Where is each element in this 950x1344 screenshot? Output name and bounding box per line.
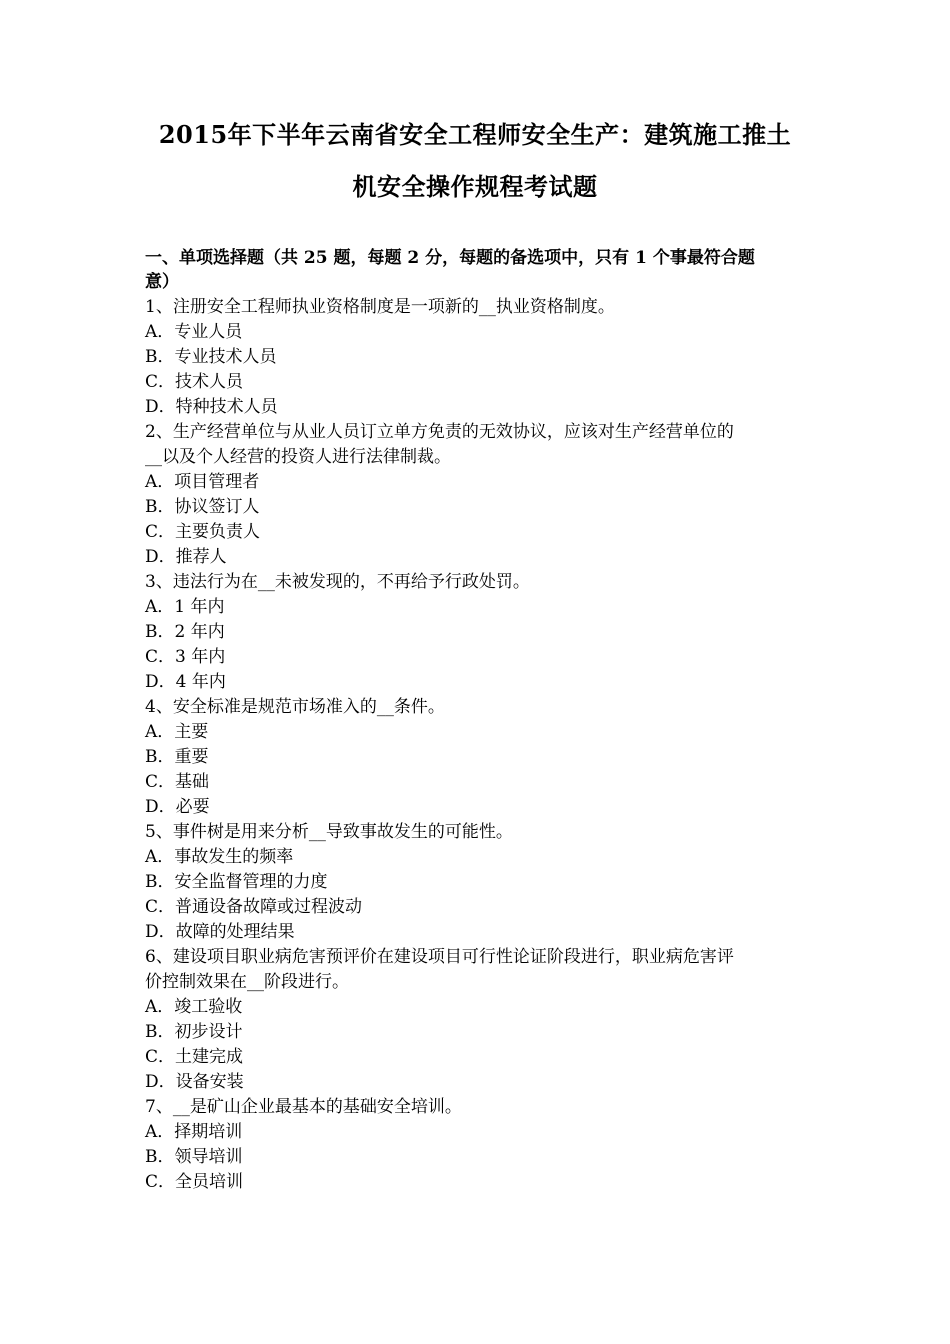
answer-option: B．领导培训: [145, 1147, 243, 1167]
answer-option: A．1 年内: [145, 597, 225, 617]
answer-option: C．技术人员: [145, 372, 244, 392]
answer-option: A．事故发生的频率: [145, 847, 294, 867]
question-text: 2、生产经营单位与从业人员订立单方免责的无效协议，应该对生产经营单位的: [145, 422, 734, 442]
answer-option: B．初步设计: [145, 1022, 243, 1042]
answer-option: D．4 年内: [145, 672, 226, 692]
question-block: [145, 945, 810, 1095]
answer-option: C．土建完成: [145, 1047, 244, 1067]
question-text: __以及个人经营的投资人进行法律制裁。: [145, 447, 451, 467]
question-block: [145, 695, 810, 820]
section-heading-line-1: 一、单项选择题（共 25 题，每题 2 分，每题的备选项中，只有 1 个事最符合题: [145, 248, 755, 268]
document-title-line-1: 2015年下半年云南省安全工程师安全生产：建筑施工推土: [158, 120, 792, 149]
answer-option: D．设备安装: [145, 1072, 244, 1092]
answer-option: D．特种技术人员: [145, 397, 278, 417]
question-text: 7、__是矿山企业最基本的基础安全培训。: [145, 1097, 462, 1117]
answer-option: B．安全监督管理的力度: [145, 872, 328, 892]
answer-option: B．专业技术人员: [145, 347, 277, 367]
question-text: 1、注册安全工程师执业资格制度是一项新的__执业资格制度。: [145, 297, 615, 317]
answer-option: A．择期培训: [145, 1122, 243, 1142]
answer-option: D．故障的处理结果: [145, 922, 295, 942]
question-text: 4、安全标准是规范市场准入的__条件。: [145, 697, 445, 717]
answer-option: A．竣工验收: [145, 997, 243, 1017]
answer-option: B．2 年内: [145, 622, 225, 642]
question-text: 价控制效果在__阶段进行。: [145, 972, 349, 992]
question-text: 5、事件树是用来分析__导致事故发生的可能性。: [145, 822, 513, 842]
answer-option: C．主要负责人: [145, 522, 261, 542]
question-text: 6、建设项目职业病危害预评价在建设项目可行性论证阶段进行，职业病危害评: [145, 947, 734, 967]
answer-option: B．重要: [145, 747, 209, 767]
answer-option: A．项目管理者: [145, 472, 260, 492]
question-block: [145, 820, 810, 945]
question-block: [145, 1095, 810, 1195]
answer-option: C．3 年内: [145, 647, 226, 667]
section-heading-line-2: 意）: [145, 272, 179, 292]
question-list: [145, 295, 810, 1195]
question-block: [145, 420, 810, 570]
document-title-line-2: 机安全操作规程考试题: [352, 172, 598, 201]
answer-option: D．推荐人: [145, 547, 227, 567]
answer-option: C．普通设备故障或过程波动: [145, 897, 363, 917]
question-block: [145, 295, 810, 420]
answer-option: D．必要: [145, 797, 210, 817]
answer-option: B．协议签订人: [145, 497, 260, 517]
answer-option: C．全员培训: [145, 1172, 244, 1192]
answer-option: A．主要: [145, 722, 209, 742]
question-block: [145, 570, 810, 695]
answer-option: C．基础: [145, 772, 210, 792]
section-heading: [145, 246, 810, 294]
answer-option: A．专业人员: [145, 322, 243, 342]
question-text: 3、违法行为在__未被发现的，不再给予行政处罚。: [145, 572, 530, 592]
